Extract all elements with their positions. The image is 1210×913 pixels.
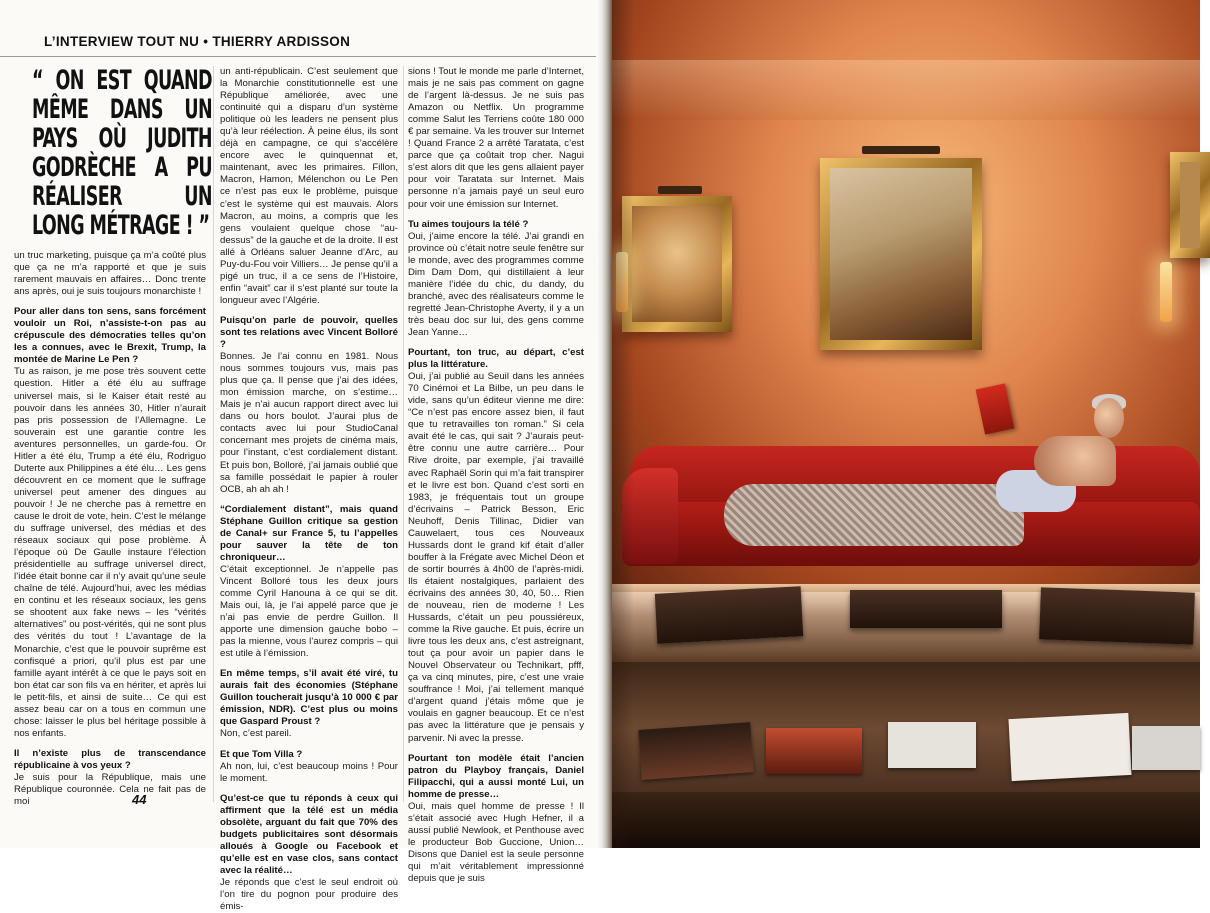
question: Puisqu’on parle de pouvoir, quelles sont tes relations avec Vincent Bolloré ? — [220, 314, 398, 351]
magazine — [638, 722, 753, 780]
question: En même temps, s’il avait été viré, tu aurais fait des économies (Stéphane Guillon toucherait jusqu’à 10 000 € par émission, NDR). C’est plus ou moins que Gaspard Proust ? — [220, 668, 398, 728]
photo-page — [604, 0, 1200, 848]
answer: C’était exceptionnel. Je n’appelle pas Vincent Bolloré tous les deux jours comme Cyril Hanouna à ce qui se dit. Mais oui, là, je l’ai appelé parce que je n’ai pas envie de perdre Guillon. Il apporte une dimension gauche bobo – pas la mienne, vous l’aurez compris – qui est utile à l’émission. — [220, 563, 398, 660]
plaid-blanket — [724, 484, 1024, 546]
pull-quote: “ ON EST QUAND MÊME DANS UN PAYS OÙ JUDITH GODRÈCHE A PU RÉALISER UN LONG MÉTRAGE ! ” — [32, 65, 212, 241]
magazine — [1132, 726, 1200, 770]
page-number: 44 — [132, 792, 147, 807]
answer: Tu as raison, je me pose très souvent cette question. Hitler a été élu au suffrage universel mais, si le Kaiser était resté au pouvoir dans les années 30, Hitler n’aurait pas pris possession de l’Allemagne. Le souverain est une garantie contre les aventures personnelles, un garde-fou. Or Hitler a été élu, Trump a été élu, Rodriguo Duterte aux Philippines a été élu… Les gens découvrent en ce moment que le suffrage universel peut amener des dingues au pouvoir ! Je ne cherche pas à remettre en cause le droit de vote, hein. C’est le mélange du suffrage universel, des médias et des réseaux sociaux qui pose problème. À l’époque où De Gaulle instaure l’élection présidentielle au suffrage universel direct, l’idée était bonne car il n’y avait qu’une seule chaîne de télé. Aujourd’hui, avec les médias en continu et les réseaux sociaux, les gens se shootent aux fake news – les “vérités alternatives” ou post-vérités, qui ne sont plus des vérités du tout ! L’avantage de la Monarchie, c’est que le pouvoir suprême est confisqué a priori, qu’il plus est par une famille ayant intérêt à ce que le pays soit en bon état car son fils va en hériter, et après lui le petit-fils, et ainsi de suite… Ce qui est assez beau car on a tous en commun une chose: laisser le plus bel héritage possible à nos enfants. — [14, 366, 206, 739]
table-book — [1039, 587, 1195, 644]
answer: un anti-républicain. C’est seulement que la Monarchie constitutionnelle est une République améliorée, avec une continuité qui a disparu d’un système politique où les leaders ne pensent plus qu’à leur réélection. À peine élus, ils sont déjà en campagne, ce qui s’accélère encore avec le quinquennat et, maintenant, avec les primaires. Fillon, Macron, Hamon, Mélenchon ou Le Pen ce n’est pas eux le problème, puisque c’est le système qui est mauvais. Alors Macron, au moins, a compris que les gens voulaient quelque chose “au-dessus” de la gauche et de la droite. Il est allé à Orléans saluer Jeanne d’Arc, au Puy-du-Fou voir Villiers… Je pense qu’il a pigé un truc, il a ce sens de l’Histoire, enfin “avait” car il s’est planté sur toute la longueur avec l’Algérie. — [220, 66, 398, 306]
painting-canvas — [830, 168, 972, 340]
painting-frame-left — [622, 196, 732, 332]
table-book — [655, 586, 803, 644]
answer: Oui, j’ai publié au Seuil dans les années 70 Cinémoi et La Bilbe, un peu dans le vide, sans qu’un éditeur vienne me dire: “Ce n’est pas encore assez bien, il faut que tu retravailles ton roman.” Si cela avait été le cas, qui sait ? J’aurais peut-être connu une autre carrière… Pour Rive droite, par exemple, j’ai travaillé avec Raphaël Sorin qui m’a fait transpirer et le livre est bon. Quand c’est sorti en 1983, je fréquentais tout un groupe d’écrivains – Patrick Besson, Eric Neuhoff, Denis Tillinac, Didier van Cauwelaert, tous ces Nouveaux Hussards dont le grand kif était d’aller bouffer à la Frégate avec Michel Déon et de sortir bourrés à 4h00 de l’après-midi. Ils étaient nostalgiques, parlaient des écrivains des années 30, 40, 50… Rien de nouveau, rien de moderne ! Les Hussards, c’était un peu poussiéreux, comme la Rive gauche. Et puis, écrire un livre tous les deux ans, c’est astreignant, tout ça pour avoir un papier dans le Nouvel Observateur ou Technikart, pfff, ça va cinq minutes, pire, c’est une vraie souffrance ! Moi, j’ai tellement manqué d’argent quand j’étais môme que je voulais en gagner beaucoup. Et ce n’est pas avec la littérature que je pensais y parvenir. Ni avec la presse. — [408, 371, 584, 744]
reclining-man-body — [1034, 436, 1116, 486]
answer: Ah non, lui, c’est beaucoup moins ! Pour le moment. — [220, 760, 398, 784]
answer: Non, c’est pareil. — [220, 728, 292, 740]
page-gutter — [596, 0, 612, 848]
question: “Cordialement distant”, mais quand Stéphane Guillon critique sa gestion de Canal+ sur France 5, tu l’appelles pour sauver la tête de ton chroniqueur… — [220, 503, 398, 563]
foreground-bench — [604, 792, 1200, 848]
picture-lamp — [658, 186, 702, 194]
photo-moulding — [604, 60, 1200, 120]
left-page — [0, 0, 604, 913]
question: Il n’existe plus de transcendance républicaine à vos yeux ? — [14, 747, 206, 771]
question: Tu aimes toujours la télé ? — [408, 218, 529, 230]
table-book — [850, 590, 1002, 628]
column-divider — [403, 66, 404, 802]
reclining-man-head — [1094, 398, 1124, 438]
magazine — [766, 728, 862, 774]
answer: sions ! Tout le monde me parle d’Internet, mais je ne sais pas comment on gagne de l’argent là-dessus. Je ne suis pas Amazon ou Netflix. Un programme comme Salut les Terriens coûte 180 000 € par semaine. Va les trouver sur Internet ! Quand France 2 a arrêté Taratata, c’est parce que ça coûtait trop cher. Nagui s’est alors dit que les gens allaient payer pour voir Taratata sur Internet. Mais personne n’a jamais payé un seul euro pour voir une émission sur Internet. — [408, 66, 584, 210]
picture-lamp — [862, 146, 940, 154]
question: Pourtant ton modèle était l’ancien patron du Playboy français, Daniel Filipacchi, qui a aussi monté Lui, un homme de presse… — [408, 752, 584, 800]
question: Pourtant, ton truc, au départ, c’est plus la littérature. — [408, 347, 584, 371]
answer: Oui, mais quel homme de presse ! Il s’était associé avec Hugh Hefner, il a aussi publié Newlook, et Penthouse avec le producteur Bob Guccione, Union… Disons que Daniel est la seule personne qui m’ait véritablement impressionné depuis que je suis — [408, 800, 584, 885]
text-column-1 — [14, 65, 212, 808]
question: Et que Tom Villa ? — [220, 748, 303, 760]
painting-frame-center — [820, 158, 982, 350]
magazine — [888, 722, 976, 768]
paragraph: un truc marketing, puisque ça m’a coûté plus que ça ne m’a rapporté et que je suis rarement mauvais en affaires… Donc trente ans après, oui je suis toujours monarchiste ! — [14, 250, 206, 298]
running-head: L’INTERVIEW TOUT NU • THIERRY ARDISSON — [44, 34, 351, 49]
painting-canvas — [632, 206, 722, 322]
answer: Oui, j’aime encore la télé. J’ai grandi en province où c’était notre seule fenêtre sur le monde, avec des programmes comme Dim Dam Dom, qui distillaient à leur manière l’idée du chic, du dandy, du branché, avec des réalisateurs comme le regretté Jean-Christophe Averty, il y a un très beau doc sur lui, des gens comme Jean Yanne… — [408, 230, 584, 338]
text-column-2 — [220, 66, 398, 913]
wall-sconce — [1160, 262, 1172, 322]
answer: Je réponds que c’est le seul endroit où l’on tire du pognon pour produire des émis- — [220, 877, 398, 913]
magazine — [1008, 713, 1131, 781]
header-rule — [0, 56, 604, 57]
text-column-3 — [408, 66, 584, 885]
question: Pour aller dans ton sens, sans forcément vouloir un Roi, n’assiste-t-on pas au crépuscule des démocraties telles qu’on les a connues, avec le Brexit, Trump, la montée de Marine Le Pen ? — [14, 306, 206, 366]
answer: Je suis pour la République, mais une République couronnée. Cela ne fait pas de moi — [14, 771, 206, 808]
column-divider — [213, 66, 214, 802]
painting-frame-right — [1170, 152, 1210, 258]
answer: Bonnes. Je l’ai connu en 1981. Nous nous sommes toujours vus, mais pas plus que ça. Il pense que j’ai des idées, mon émission marche, on s’estime… Mais je n’ai aucun rapport direct avec lui dans ou hors boulot. J’aurai plus de contacts avec lui pour StudioCanal concernant mes projets de cinéma mais, pour l’instant, c’est cordialement distant. Et puis bon, Bolloré, j’ai jamais oublié que sa famille possédait le papier à rouler OCB, ah ah ah ! — [220, 351, 398, 495]
painting-canvas — [1180, 162, 1200, 248]
question: Qu’est-ce que tu réponds à ceux qui affirment que la télé est un média obsolète, arguant du fait que 70% des budgets publicitaires sont désormais alloués à Google ou Facebook et qu’elle est en vase clos, sans contact avec la réalité… — [220, 792, 398, 876]
